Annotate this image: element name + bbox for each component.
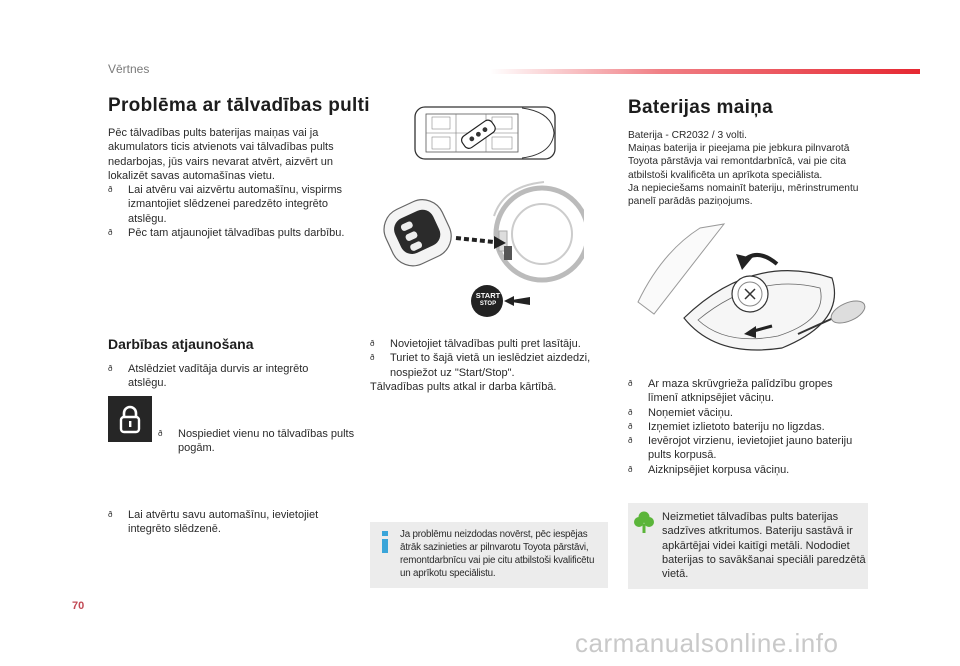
section-header: Vērtnes	[108, 62, 150, 76]
bullet-item	[108, 226, 348, 240]
step-text: Ievērojot virzienu, ievietojiet jauno bateriju pults korpusā.	[648, 435, 853, 462]
watermark: carmanualsonline.info	[575, 628, 839, 658]
info-box	[370, 522, 608, 588]
start-label: START	[475, 291, 501, 300]
battery-steps	[628, 377, 858, 477]
battery-type-text: Baterija - CR2032 / 3 volti.	[628, 130, 747, 141]
header-divider	[490, 69, 920, 74]
bullet-item	[108, 183, 348, 226]
reader-instructions	[370, 337, 610, 394]
reset-bullet	[108, 508, 363, 537]
bullet-text: Pēc tam atjaunojiet tālvadības pults darbību.	[128, 226, 345, 239]
step-item	[628, 406, 858, 420]
eco-text: Neizmetiet tālvadības pults baterijas sadzīves atkritumos. Bateriju sastāvā ir apkārtējai videi kaitīgi metāli. Nododiet baterijas to savākšanai speciāli paredzētā vietā.	[662, 511, 866, 581]
info-icon	[379, 531, 391, 553]
step-text: Izņemiet izlietoto bateriju no ligzdas.	[648, 420, 825, 433]
bullet-item	[370, 351, 610, 380]
remote-and-steering-wheel-illustration	[374, 176, 584, 296]
eco-box	[628, 503, 868, 589]
battery-notice-text: Ja nepieciešams nomainīt bateriju, mērinstrumentu panelī parādās paziņojums.	[628, 182, 859, 208]
battery-availability-text: Maiņas baterija ir pieejama pie jebkura pilnvarotā Toyota pārstāvja vai remontdarbnīcā, vai pie cita atbilstoši kvalificēta un aprīkota speciālista.	[628, 143, 850, 181]
reset-bullet	[158, 427, 363, 456]
stop-label: STOP	[479, 301, 497, 307]
remote-problem-title: Problēma ar tālvadības pulti	[108, 95, 370, 116]
lock-icon	[108, 396, 152, 442]
page-number: 70	[72, 600, 85, 612]
tree-icon	[634, 511, 654, 533]
step-item	[628, 434, 858, 463]
bullet-text: Lai atvērtu savu automašīnu, ievietojiet integrēto slēdzenē.	[128, 509, 319, 536]
step-item	[628, 463, 858, 477]
battery-change-title: Baterijas maiņa	[628, 97, 773, 118]
step-text: Aizknipsējiet korpusa vāciņu.	[648, 463, 790, 476]
step-item	[628, 420, 858, 434]
bullet-text: Atslēdziet vadītāja durvis ar integrēto atslēgu.	[128, 363, 309, 390]
bullet-text: Lai atvēru vai aizvērtu automašīnu, vispirms izmantojiet slēdzenei paredzēto integrēto atslēgu.	[128, 184, 342, 225]
bullet-text: Novietojiet tālvadības pulti pret lasītāju.	[390, 338, 581, 350]
battery-intro	[628, 129, 873, 208]
result-text: Tālvadības pults atkal ir darba kārtībā.	[370, 380, 557, 393]
reset-bullet	[108, 362, 348, 391]
start-stop-button-illustration	[470, 284, 540, 318]
step-item	[628, 377, 858, 406]
step-text: Ar maza skrūvgrieža palīdzību gropes līmenī atknipsējiet vāciņu.	[648, 378, 833, 405]
bullet-item	[370, 337, 610, 351]
step-text: Noņemiet vāciņu.	[648, 406, 733, 419]
reset-title: Darbības atjaunošana	[108, 336, 254, 352]
bullet-text: Nospiediet vienu no tālvadības pults pogām.	[178, 427, 355, 454]
car-top-view-illustration	[412, 104, 562, 162]
remote-problem-intro: Pēc tālvadības pults baterijas maiņas vai ja akumulators ticis atvienots vai tālvadības pults nedarbojas, jūs vairs nevarat atvērt, aizvērt un lokalizēt savas automašīnas vietu.	[108, 127, 334, 182]
remote-problem-bullets	[108, 183, 348, 240]
info-text: Ja problēmu neizdodas novērst, pēc iespējas ātrāk sazinieties ar pilnvarotu Toyota pārstāvi, remontdarbnīcu vai pie citu atbilstoši kvalificētu un aprīkotu speciālistu.	[400, 529, 595, 579]
battery-replacement-illustration	[632, 222, 872, 362]
bullet-text: Turiet to šajā vietā un ieslēdziet aizdedzi, nospiežot uz "Start/Stop".	[390, 352, 591, 379]
